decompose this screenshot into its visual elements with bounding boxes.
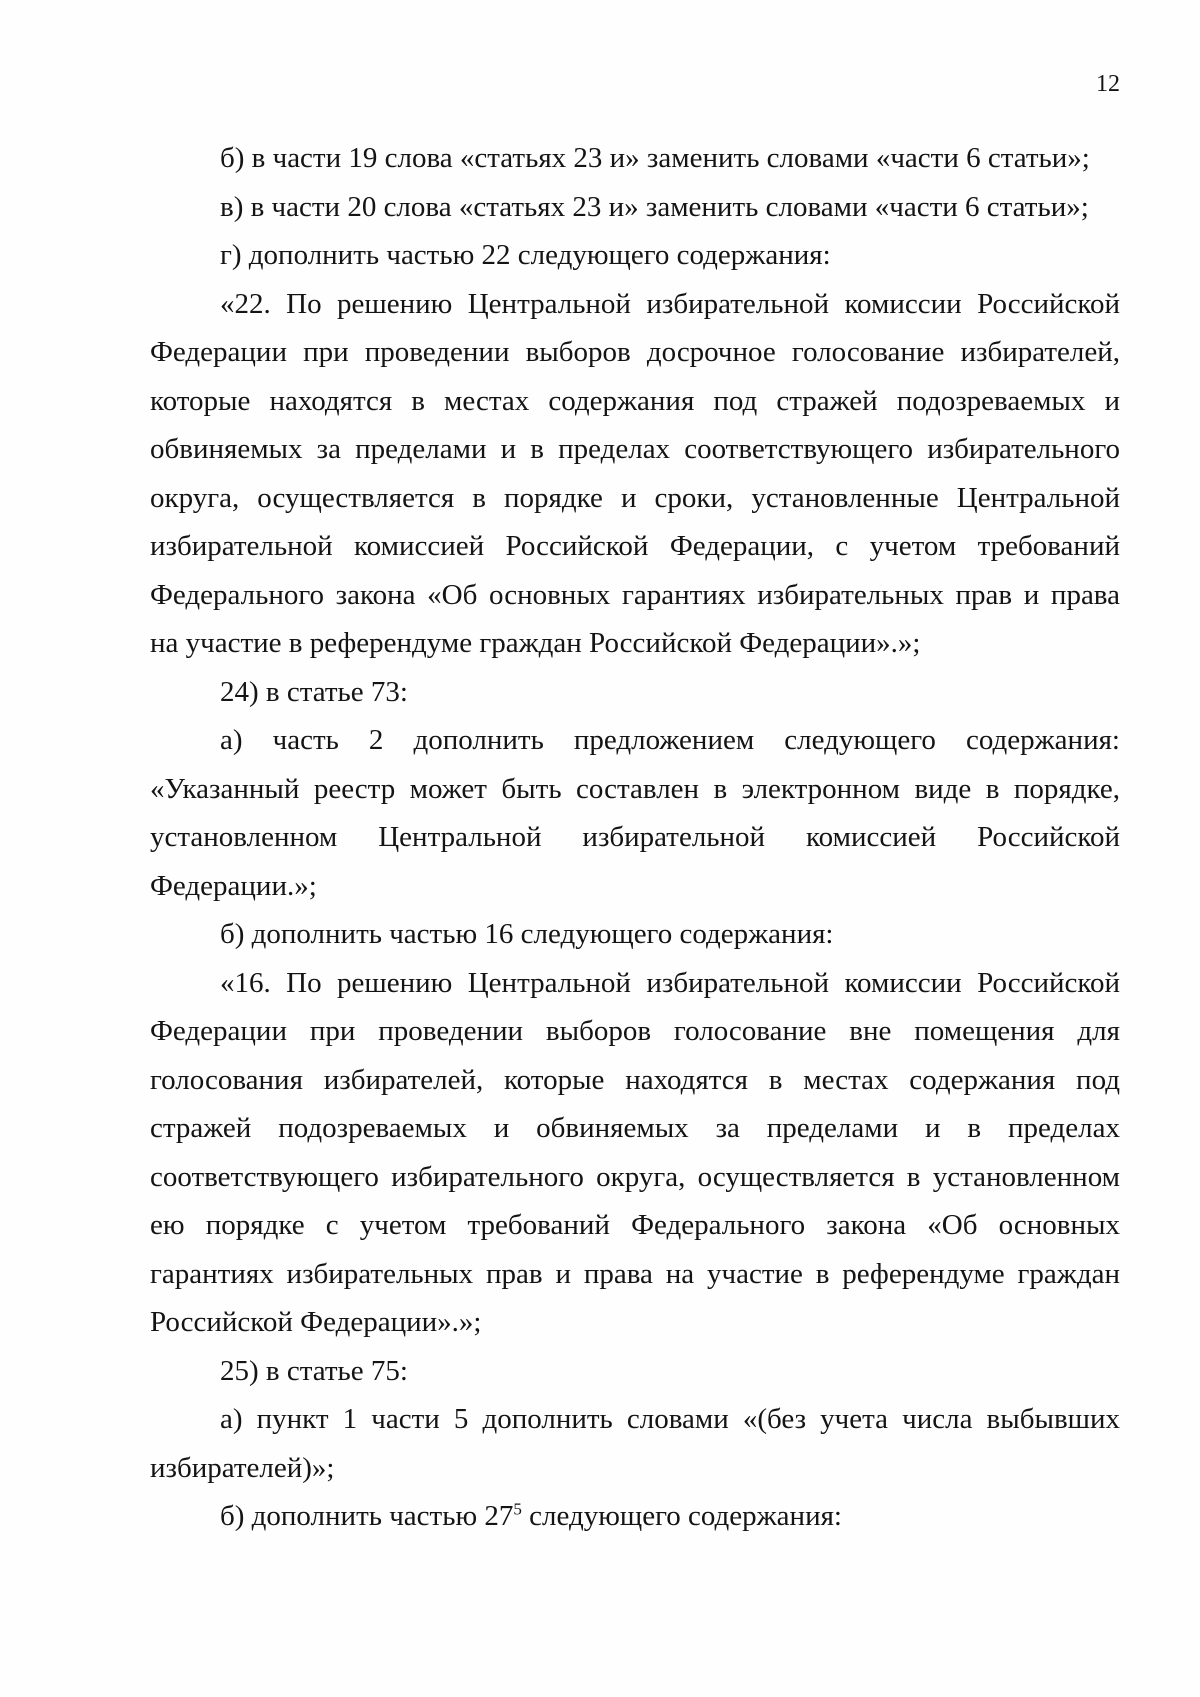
paragraph-10: а) пункт 1 части 5 дополнить словами «(без учета числа выбывших избирателей)»; [150, 1403, 1120, 1484]
page-number: 12 [1096, 71, 1120, 97]
paragraph-8: «16. По решению Центральной избирательной комиссии Российской Федерации при проведении выборов голосование вне помещения для голосования избирателей, которые находятся в местах содержания под стражей подозреваемых и обвиняемых за пределами и в пределах соответствующего избирательного округа, осуществляется в установленном ею порядке с учетом требований Федерального закона «Об основных гарантиях избирательных прав и права на участие в референдуме граждан Российской Федерации».»; [150, 966, 1120, 1338]
paragraph-11-start: б) дополнить частью 27 [220, 1500, 514, 1532]
paragraph-5: 24) в статье 73: [220, 675, 408, 708]
paragraph-4: «22. По решению Центральной избирательной комиссии Российской Федерации при проведении выборов досрочное голосование избирателей, которые находятся в местах содержания под стражей подозреваемых и обвиняемых за пределами и в пределах соответствующего избирательного округа, осуществляется в порядке и сроки, установленные Центральной избирательной комиссией Российской Федерации, с учетом требований Федерального закона «Об основных гарантиях избирательных прав и права на участие в референдуме граждан Российской Федерации».»; [150, 287, 1120, 659]
document-body [150, 134, 1120, 1541]
paragraph-2: в) в части 20 слова «статьях 23 и» заменить словами «части 6 статьи»; [220, 190, 1089, 223]
paragraph-7: б) дополнить частью 16 следующего содержания: [220, 918, 834, 950]
superscript-number: 5 [513, 1499, 522, 1519]
paragraph-1: б) в части 19 слова «статьях 23 и» заменить словами «части 6 статьи»; [220, 142, 1090, 174]
paragraph-6: а) часть 2 дополнить предложением следующего содержания: «Указанный реестр может быть составлен в электронном виде в порядке, установленном Центральной избирательной комиссией Российской Федерации.»; [150, 724, 1120, 902]
paragraph-3: г) дополнить частью 22 следующего содержания: [220, 239, 831, 271]
paragraph-11 [150, 1492, 1120, 1541]
paragraph-11-end: следующего содержания: [521, 1500, 842, 1532]
paragraph-9: 25) в статье 75: [220, 1354, 408, 1387]
